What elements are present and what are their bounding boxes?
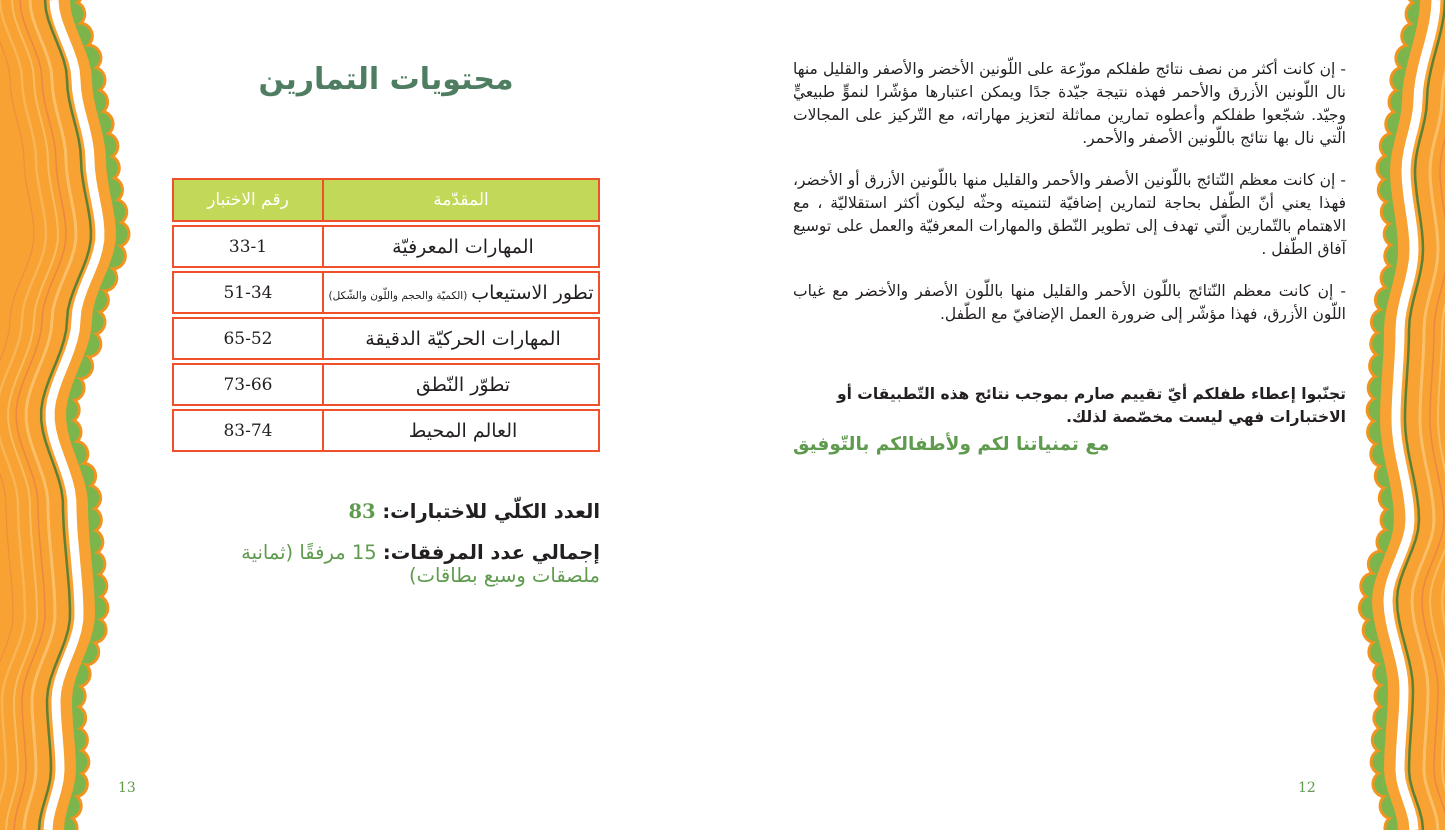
page-title: محتويات التمارين <box>258 62 514 97</box>
row-label <box>324 365 598 404</box>
paragraph-green-yellow-results: - إن كانت أكثر من نصف نتائج طفلكم موزّعة على اللّونين الأخضر والأصفر والقليل منها نال اللّونين الأزرق والأحمر فهذه نتيجة جيّدة جدًا ويمكن اعتبارها مؤشّرا لنموٍّ طبيعيٍّ وجيّد. شجّعوا طفلكم وأعطوه تمارين مماثلة لتعزيز مهاراته، مع التّركيز على المجالات الّتي نال بها نتائج باللّونين الأصفر والأحمر. <box>793 60 1346 147</box>
paragraph-red-results: - إن كانت معظم النّتائج باللّون الأحمر والقليل منها باللّون الأصفر والأخضر مع غياب اللّون الأزرق، فهذا مؤشّر إلى ضرورة العمل الإضافيّ مع الطّفل. <box>793 282 1346 323</box>
row-test-range: 33-1 <box>174 227 324 266</box>
table-row <box>172 271 600 314</box>
row-label-note: (الكميّة والحجم واللّون والشّكل) <box>328 289 468 302</box>
row-test-range: 51-34 <box>174 273 324 312</box>
row-test-range: 83-74 <box>174 411 324 450</box>
table-header-intro: المقدّمة <box>433 190 489 210</box>
attachments-line <box>172 541 600 587</box>
good-luck-wish: مع تمنياتنا لكم ولأطفالكم بالتّوفيق <box>793 434 1110 455</box>
row-test-range: 65-52 <box>174 319 324 358</box>
table-row <box>172 409 600 452</box>
row-label-text: المهارات الحركيّة الدقيقة <box>365 327 561 350</box>
row-label <box>324 227 598 266</box>
row-label-text: تطوّر النّطق <box>415 373 511 396</box>
evaluation-warning: تجنّبوا إعطاء طفلكم أيّ تقييم صارم بموجب نتائج هذه التّطبيقات أو الاختبارات فهي ليست مخصّصة لذلك. <box>836 385 1346 426</box>
table-header-row <box>172 178 600 222</box>
table-row <box>172 363 600 406</box>
total-tests-label: العدد الكلّي للاختبارات: <box>382 500 600 523</box>
row-label <box>324 411 598 450</box>
total-tests-value: 83 <box>348 500 376 523</box>
row-test-range: 73-66 <box>174 365 324 404</box>
table-row <box>172 317 600 360</box>
row-label-text: العالم المحيط <box>408 419 518 442</box>
contents-table <box>172 178 600 455</box>
total-tests-line <box>172 500 600 523</box>
page-number-left: 13 <box>118 780 136 796</box>
row-label-text: تطور الاستيعاب <box>471 281 594 304</box>
row-label <box>324 273 598 312</box>
attachments-label: إجمالي عدد المرفقات: <box>382 541 600 564</box>
attachments-value: 15 مرفقًا (ثمانية ملصقات وسبع بطاقات) <box>241 541 600 587</box>
summary-lines <box>172 500 600 587</box>
results-guidance-text <box>793 58 1346 456</box>
paragraph-yellow-red-results: - إن كانت معظم النّتائج باللّونين الأصفر والأحمر والقليل منها باللّونين الأزرق أو الأخضر، فهذا يعني أنّ الطّفل بحاجة لتمارين إضافيّة لتنميته وحثّه ليكون أكثر استقلاليّة ، مع الاهتمام بالتّمارين الّتي تهدف إلى تطوير النّطق والمهارات المعرفيّة والعمل على توسيع آفاق الطّفل . <box>793 171 1346 258</box>
table-header-test-number: رقم الاختبار <box>174 180 324 220</box>
page-number-right: 12 <box>1298 780 1316 796</box>
row-label-text: المهارات المعرفيّة <box>392 235 534 258</box>
table-row <box>172 225 600 268</box>
row-label <box>324 319 598 358</box>
